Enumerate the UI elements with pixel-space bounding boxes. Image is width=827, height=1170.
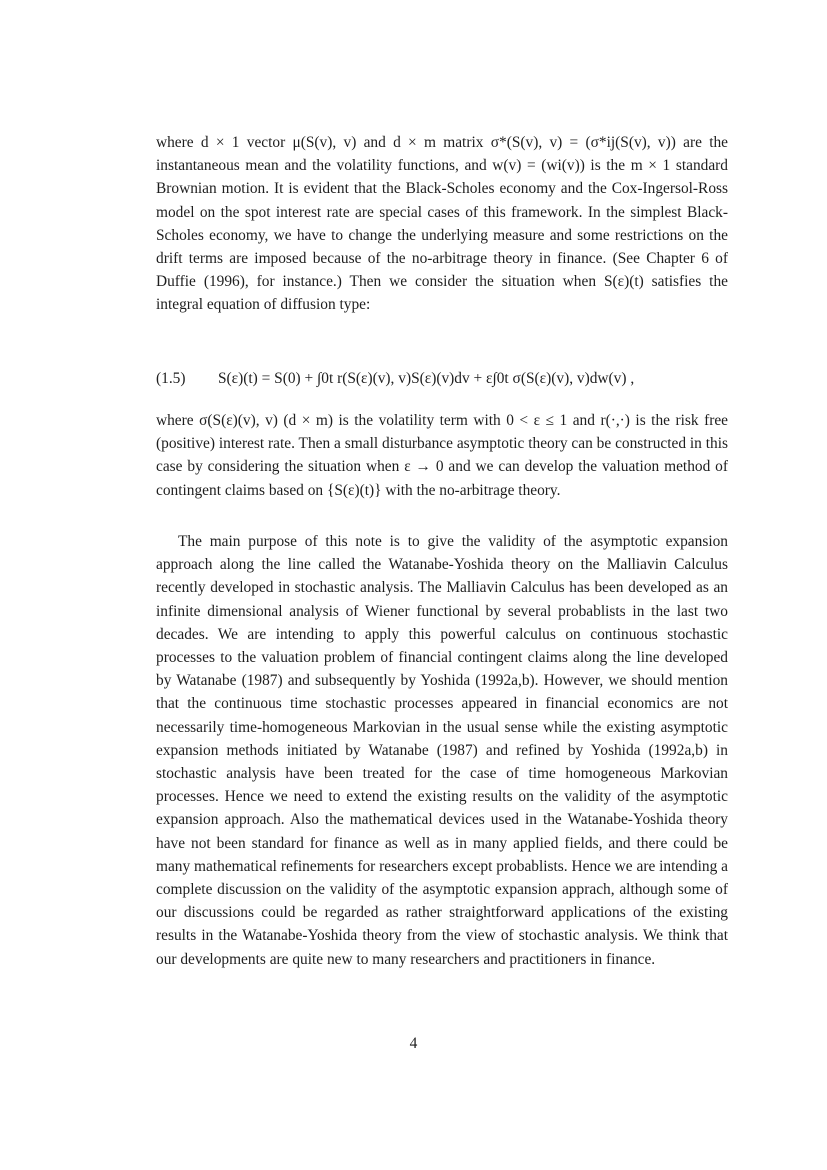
paragraph-model-description: where d × 1 vector μ(S(v), v) and d × m matrix σ*(S(v), v) = (σ*ij(S(v), v)) are the instantaneous mean and the volatility functions, and w(v) = (wi(v)) is the m × 1 standard Brownian motion. It is evident that the Black-Scholes economy and the Cox-Ingersol-Ross model on the spot interest rate are special cases of this framework. In the simplest Black-Scholes economy, we have to change the underlying measure and some restrictions on the drift terms are imposed because of the no-arbitrage theory in finance. (See Chapter 6 of Duffie (1996), for instance.) Then we consider the situation when S(ε)(t) satisfies the integral equation of diffusion type: [156,134,728,314]
equation-number: (1.5) [156,370,186,387]
equation-1-5 [156,364,728,398]
paragraph-volatility-term: where σ(S(ε)(v), v) (d × m) is the volatility term with 0 < ε ≤ 1 and r(·,·) is the risk free (positive) interest rate. Then a small disturbance asymptotic theory can be constructed in this case by considering the situation when ε → 0 and we can develop the valuation method of contingent claims based on {S(ε)(t)} with the no-arbitrage theory. [156,412,728,499]
equation-body: S(ε)(t) = S(0) + ∫0t r(S(ε)(v), v)S(ε)(v)dv + ε∫0t σ(S(ε)(v), v)dw(v) , [218,370,635,387]
page-number: 4 [409,1035,418,1052]
paragraph-main-purpose: The main purpose of this note is to give the validity of the asymptotic expansion approach along the line called the Watanabe-Yoshida theory on the Malliavin Calculus recently developed in stochastic analysis. The Malliavin Calculus has been developed as an infinite dimensional analysis of Wiener functional by several probablists in the last two decades. We are intending to apply this powerful calculus on continuous stochastic processes to the valuation problem of financial contingent claims along the line developed by Watanabe (1987) and subsequently by Yoshida (1992a,b). However, we should mention that the continuous time stochastic processes appeared in financial economics are not necessarily time-homogeneous Markovian in the usual sense while the existing asymptotic expansion methods initiated by Watanabe (1987) and refined by Yoshida (1992a,b) in stochastic analysis have been treated for the case of time homogeneous Markovian processes. Hence we need to extend the existing results on the validity of the asymptotic expansion approach. Also the mathematical devices used in the Watanabe-Yoshida theory have not been standard for finance as well as in many applied fields, and there could be many mathematical refinements for researchers except probablists. Hence we are intending a complete discussion on the validity of the asymptotic expansion apprach, although some of our discussions could be regarded as rather straightforward applications of the existing results in the Watanabe-Yoshida theory from the view of stochastic analysis. We think that our developments are quite new to many researchers and practitioners in finance. [156,533,728,968]
